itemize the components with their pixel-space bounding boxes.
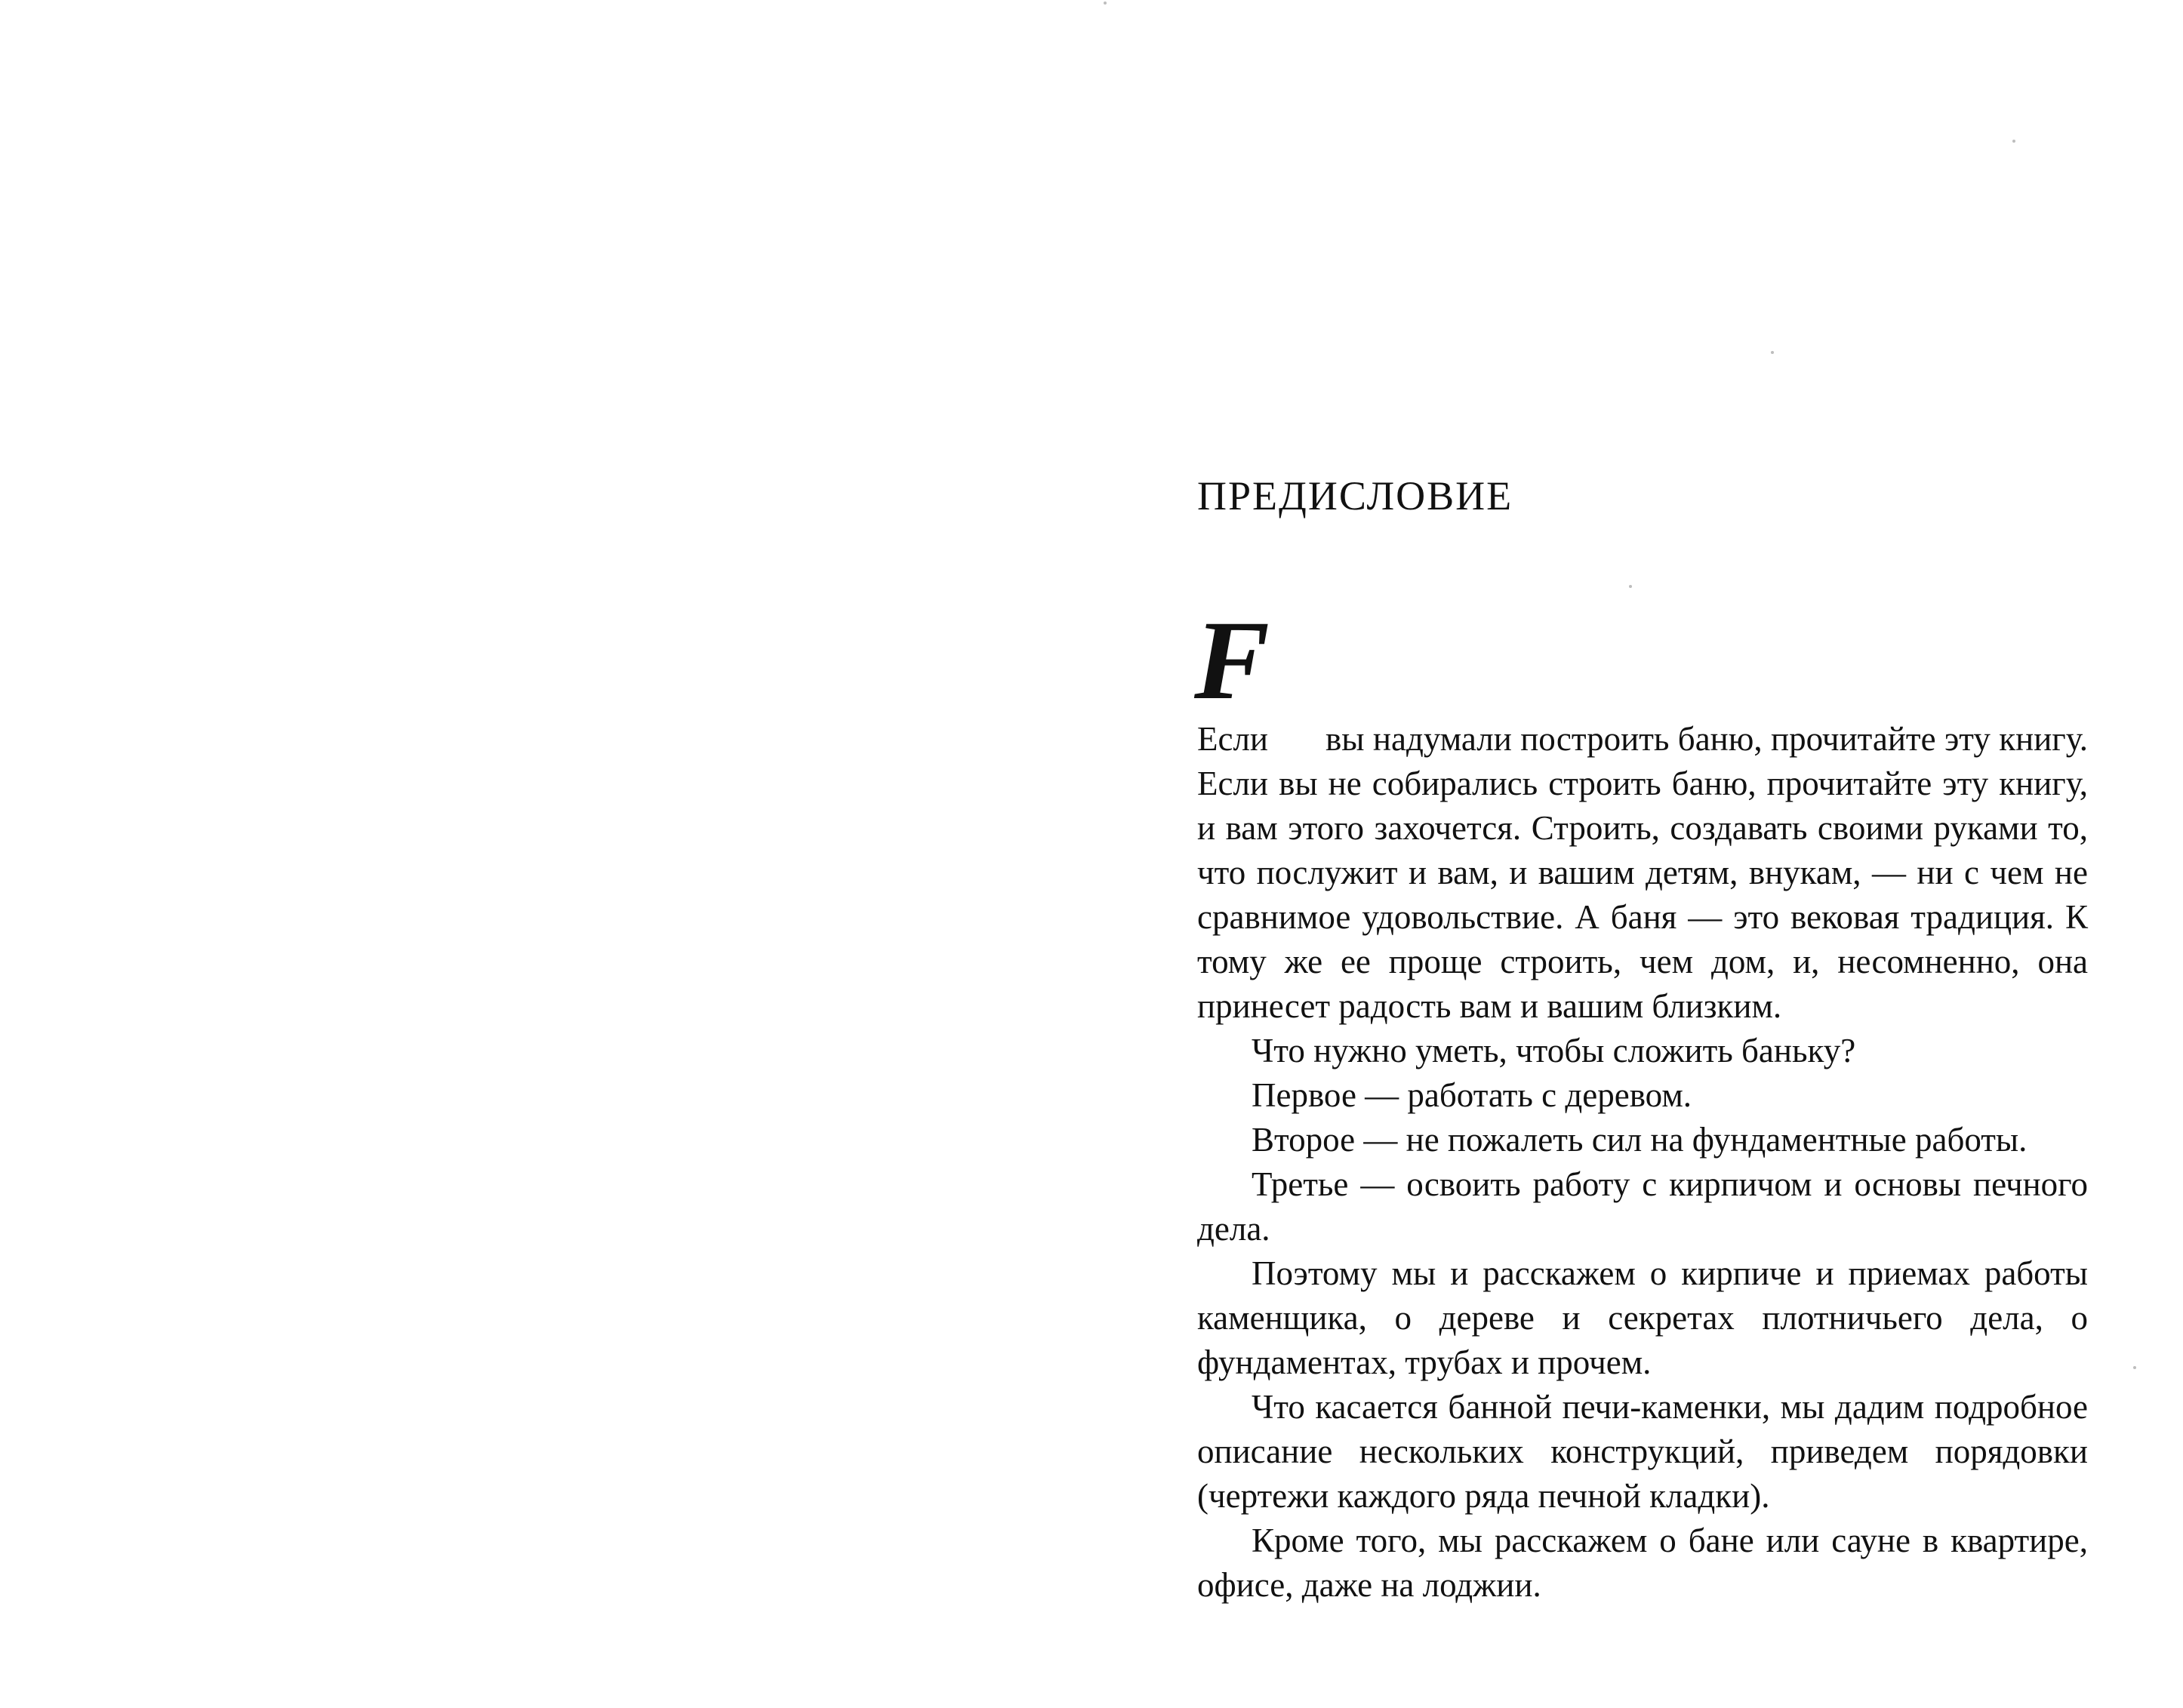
scan-speck	[2012, 140, 2015, 143]
scan-speck	[1104, 2, 1107, 5]
drop-cap: F	[1194, 598, 1270, 723]
paragraph-8: Кроме того, мы расскажем о бане или сауне в квартире, офисе, даже на лоджии.	[1197, 1522, 2088, 1604]
scan-speck	[1771, 351, 1774, 354]
page-title: ПРЕДИСЛОВИЕ	[1197, 473, 1513, 519]
paragraph-6: Поэтому мы и расскажем о кирпиче и приемах работы каменщика, о дереве и секретах плотничьего дела, о фундаментах, трубах и прочем.	[1197, 1254, 2088, 1381]
paragraph-5: Третье — освоить работу с кирпичом и основы печного дела.	[1197, 1165, 2088, 1248]
paragraph-7: Что касается банной печи-каменки, мы дадим подробное описание нескольких конструкций, приведем порядовки (чертежи каждого ряда печной кладки).	[1197, 1388, 2088, 1515]
scan-speck	[1629, 585, 1632, 588]
lead-word: Если	[1197, 720, 1268, 758]
paragraph-1-text: вы надумали построить баню, прочитайте эту книгу. Если вы не собирались строить баню, прочитайте эту книгу, и вам этого захочется. Строить, создавать своими руками то, что послужит и вам, и вашим детям, внукам, — ни с чем не сравнимое удовольствие. А баня — это вековая традиция. К тому же ее проще строить, чем дом, и, несомненно, она принесет радость вам и вашим близким.	[1197, 720, 2088, 1025]
paragraph-1	[1197, 717, 2088, 1029]
scan-speck	[2133, 1366, 2136, 1369]
body-text	[1197, 717, 2088, 1608]
right-page	[1092, 0, 2183, 1708]
paragraph-3: Первое — работать с деревом.	[1252, 1076, 1692, 1114]
paragraph-4: Второе — не пожалеть сил на фундаментные работы.	[1252, 1121, 2028, 1159]
paragraph-2: Что нужно уметь, чтобы сложить баньку?	[1252, 1032, 1856, 1069]
